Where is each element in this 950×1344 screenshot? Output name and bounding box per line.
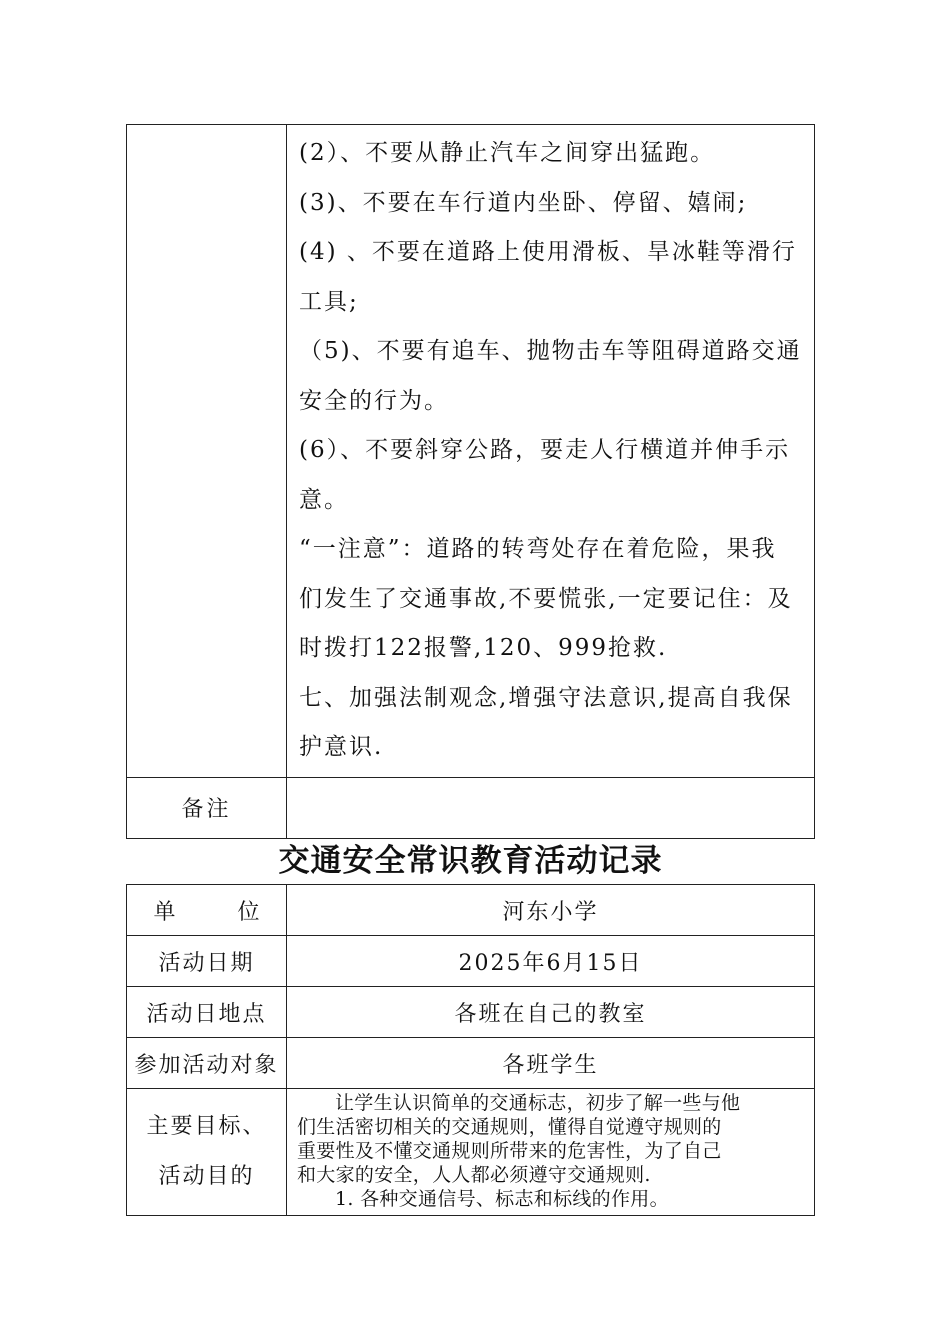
content-line: (4) 、不要在道路上使用滑板、旱冰鞋等滑行 [299, 239, 797, 265]
unit-label-char: 位 [237, 899, 260, 925]
target-row [127, 1038, 815, 1089]
content-line: 工具; [299, 288, 359, 315]
unit-row [127, 885, 815, 936]
remark-value [287, 777, 815, 838]
goal-line: 和大家的安全，人人都必须遵守交通规则. [297, 1164, 651, 1186]
content-cell [287, 125, 815, 778]
goal-content [287, 1089, 815, 1216]
goal-line: 重要性及不懂交通规则所带来的危害性，为了自己 [297, 1140, 722, 1162]
remark-label: 备注 [127, 777, 287, 838]
top-record-table [126, 124, 815, 839]
content-line: “一注意”：道路的转弯处存在着危险，果我 [299, 536, 777, 562]
goal-line: 1. 各种交通信号、标志和标线的作用。 [335, 1188, 669, 1210]
goal-label-line: 活动目的 [158, 1164, 255, 1189]
unit-label [127, 885, 287, 936]
unit-label-char: 单 [153, 899, 176, 925]
place-value: 各班在自己的教室 [287, 987, 815, 1038]
content-line: (3)、不要在车行道内坐卧、停留、嬉闹; [299, 189, 748, 216]
goal-line: 让学生认识简单的交通标志，初步了解一些与他 [335, 1092, 741, 1114]
target-label: 参加活动对象 [127, 1038, 287, 1089]
content-line: （5)、不要有追车、抛物击车等阻碍道路交通 [299, 338, 802, 364]
goal-line: 们生活密切相关的交通规则，懂得自觉遵守规则的 [297, 1116, 722, 1138]
content-line: 护意识. [299, 734, 384, 760]
activity-info-table [126, 884, 815, 1216]
remark-row [127, 777, 815, 838]
goal-row [127, 1089, 815, 1216]
date-value: 2025年6月15日 [287, 936, 815, 987]
date-row [127, 936, 815, 987]
date-label: 活动日期 [127, 936, 287, 987]
content-line: 们发生了交通事故,不要慌张,一定要记住：及 [299, 585, 793, 612]
goal-label-line: 主要目标、 [146, 1114, 267, 1139]
content-line: (6）、不要斜穿公路，要走人行横道并伸手示 [299, 437, 791, 463]
unit-value: 河东小学 [287, 885, 815, 936]
content-line: 意。 [299, 486, 349, 513]
document-title: 交通安全常识教育活动记录 [278, 843, 663, 879]
content-row [127, 125, 815, 778]
content-line: 时拨打122报警,120、999抢救. [299, 635, 668, 661]
content-line: (2）、不要从静止汽车之间穿出猛跑。 [299, 140, 716, 166]
goal-label [127, 1089, 287, 1216]
empty-label-cell [127, 125, 287, 778]
place-row [127, 987, 815, 1038]
place-label: 活动日地点 [127, 987, 287, 1038]
content-line: 七、加强法制观念,增强守法意识,提高自我保 [299, 684, 793, 711]
target-value: 各班学生 [287, 1038, 815, 1089]
content-line: 安全的行为。 [299, 387, 449, 414]
